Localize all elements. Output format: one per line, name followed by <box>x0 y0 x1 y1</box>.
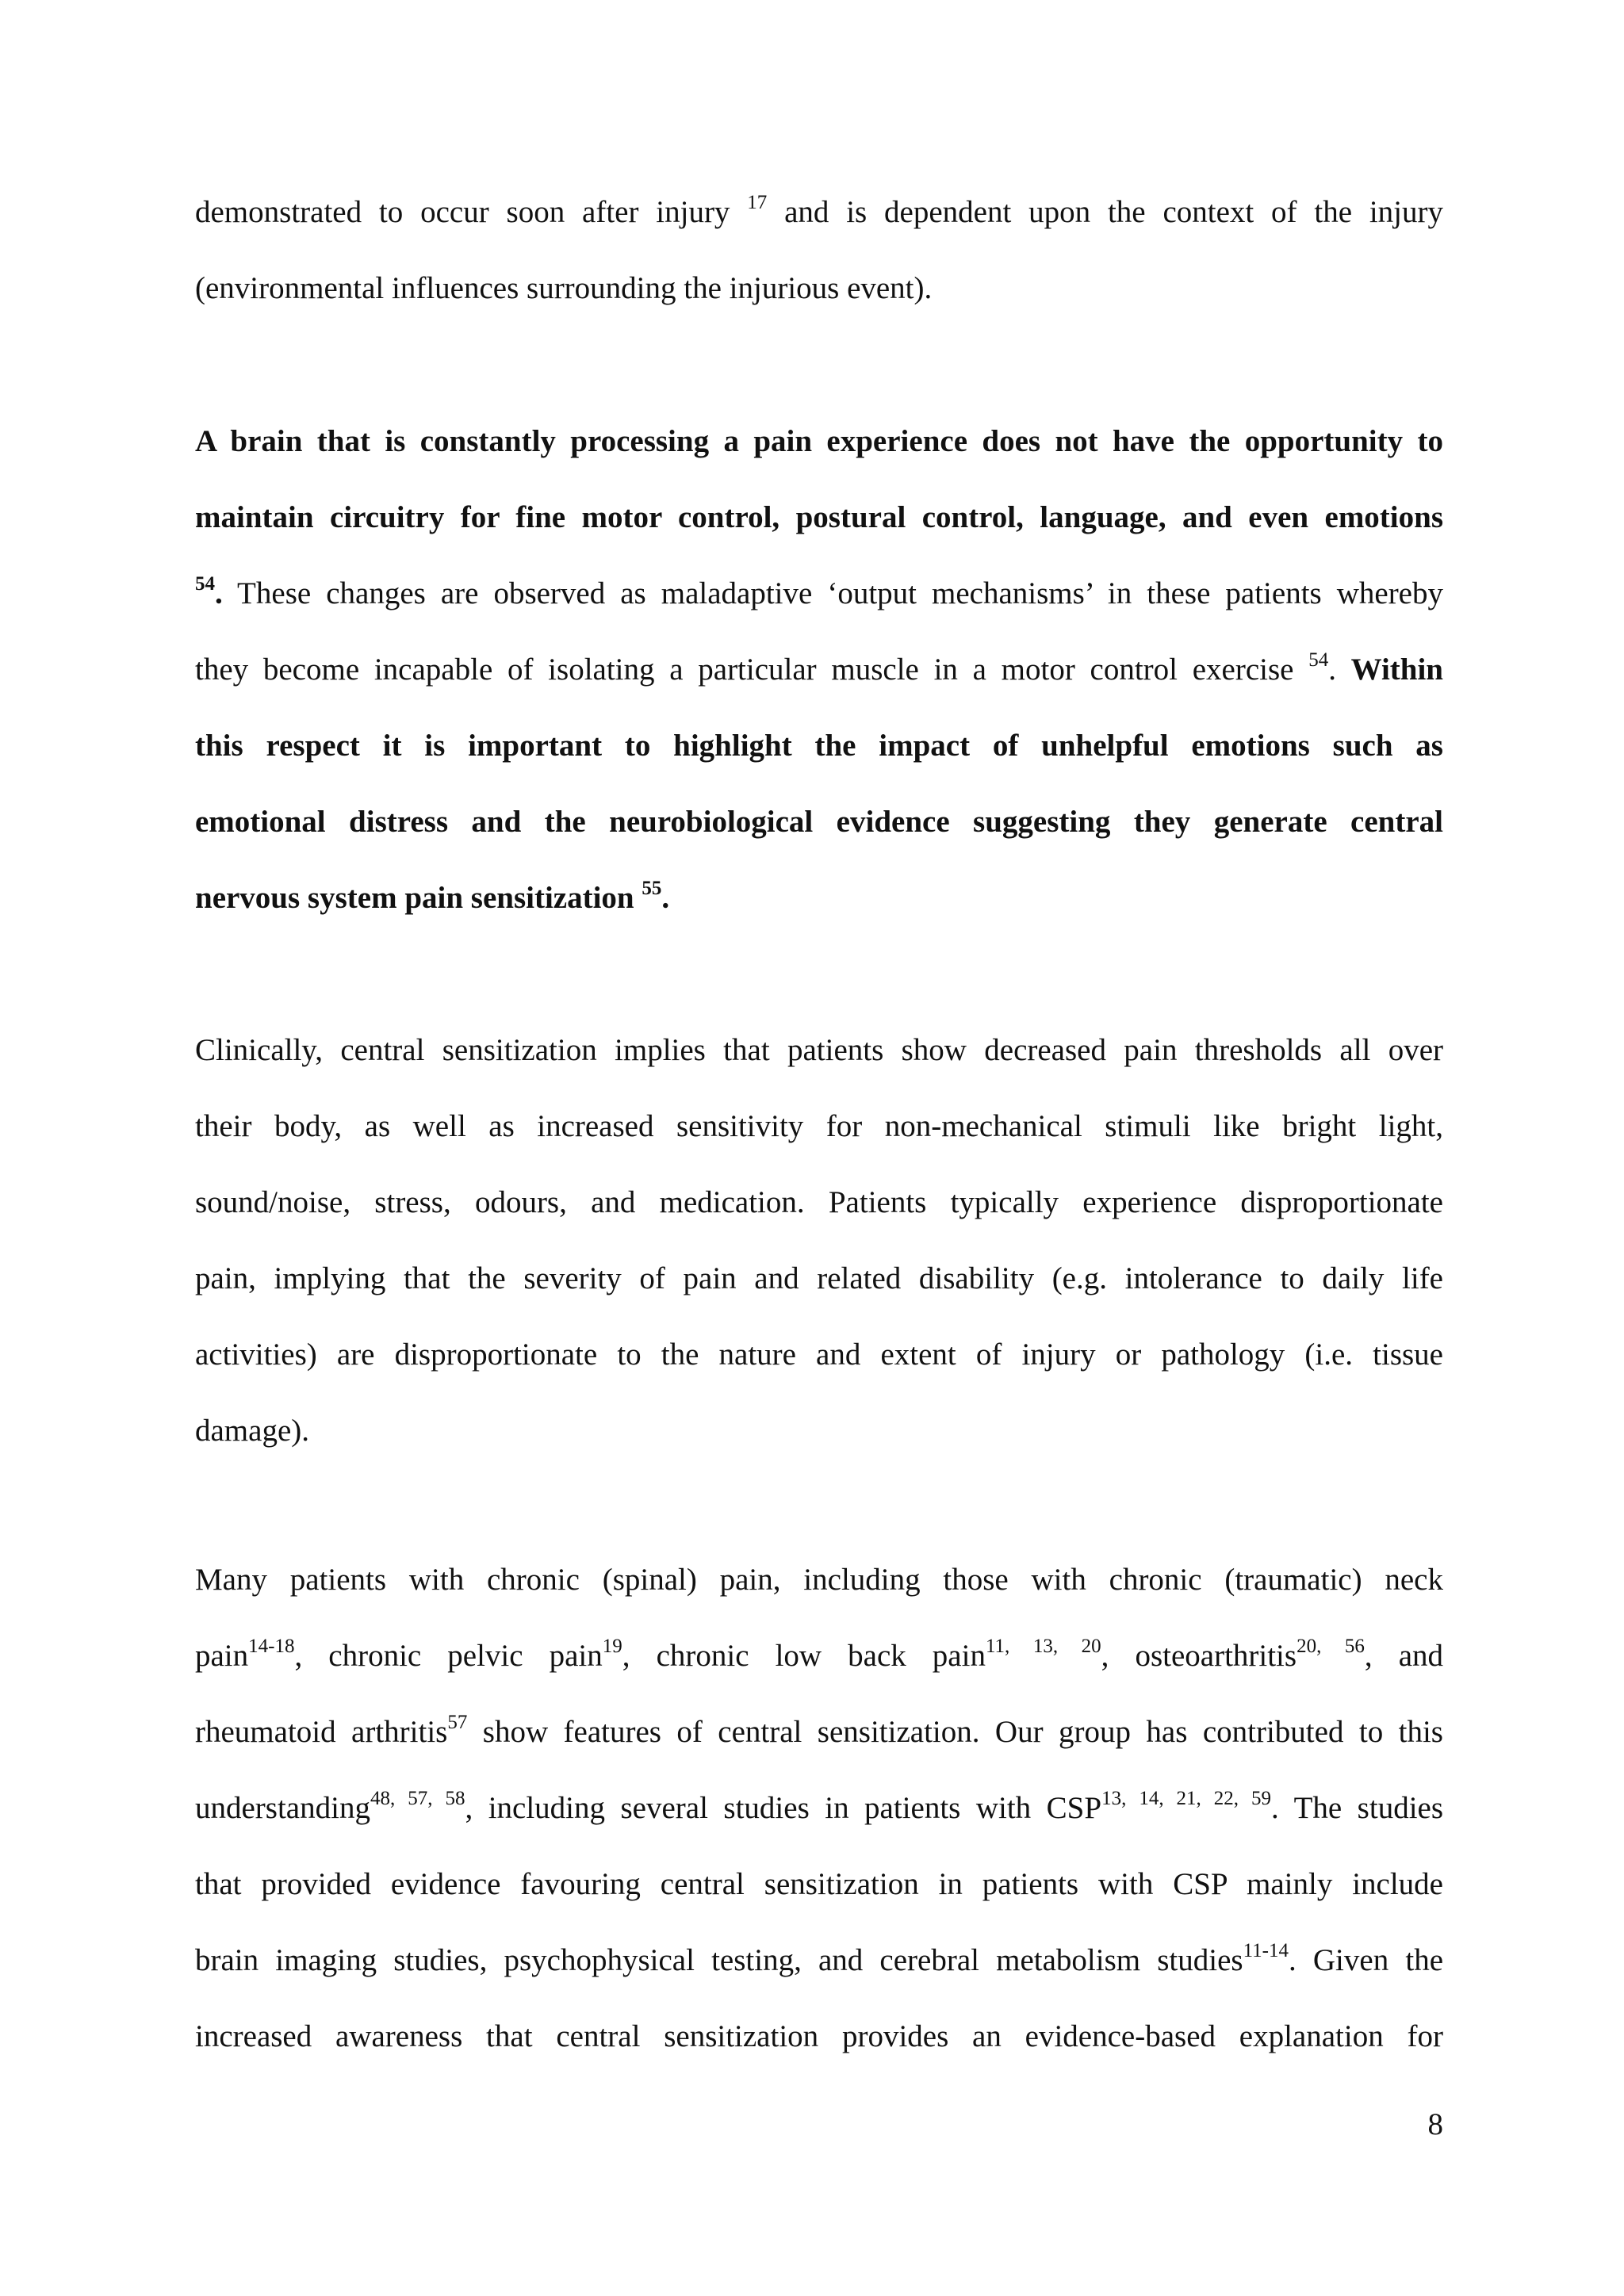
text-run: show features of central sensitization. Our group has contributed to this <box>467 1715 1443 1749</box>
text-run: pain, implying that the severity of pain and related disability (e.g. intolerance to daily life <box>195 1261 1443 1295</box>
text-line <box>195 265 1443 312</box>
text-run: , including several studies in patients with CSP <box>465 1791 1102 1825</box>
text-line <box>195 1861 1443 1908</box>
text-run: activities) are disproportionate to the nature and extent of injury or pathology (i.e. tissue <box>195 1337 1443 1372</box>
citation-superscript: 17 <box>747 192 768 213</box>
text-run: , chronic pelvic pain <box>294 1639 603 1673</box>
citation-superscript: 57 <box>447 1712 468 1733</box>
text-run: , chronic low back pain <box>622 1639 986 1673</box>
text-run: sound/noise, stress, odours, and medication. Patients typically experience disproportionate <box>195 1185 1443 1219</box>
text-line <box>195 1179 1443 1226</box>
text-run: that provided evidence favouring central sensitization in patients with CSP mainly include <box>195 1867 1443 1901</box>
bold-text-run: Within <box>1350 652 1443 687</box>
text-line <box>195 1331 1443 1379</box>
text-line <box>195 1709 1443 1756</box>
bold-text-run: maintain circuitry for fine motor control, postural control, language, and even emotions <box>195 500 1443 534</box>
citation-superscript: 13, 14, 21, 22, 59 <box>1101 1788 1272 1809</box>
bold-text-run: . <box>215 576 223 610</box>
bold-text-run: emotional distress and the neurobiological evidence suggesting they generate central <box>195 805 1443 839</box>
text-run: they become incapable of isolating a particular muscle in a motor control exercise <box>195 652 1309 687</box>
text-line <box>195 2013 1443 2061</box>
citation-superscript: 20, 56 <box>1297 1636 1365 1657</box>
text-run: . Given the <box>1289 1943 1443 1977</box>
text-line <box>195 570 1443 618</box>
text-line <box>195 1556 1443 1604</box>
text-run: pain <box>195 1639 249 1673</box>
text-line <box>195 646 1443 694</box>
bold-text-run: this respect it is important to highlight the impact of unhelpful emotions such as <box>195 729 1443 763</box>
text-run: Many patients with chronic (spinal) pain, including those with chronic (traumatic) neck <box>195 1563 1443 1597</box>
text-run: , and <box>1364 1639 1444 1673</box>
citation-superscript: 19 <box>602 1636 622 1657</box>
text-line <box>195 1103 1443 1150</box>
text-line <box>195 1632 1443 1680</box>
citation-superscript: 54 <box>195 573 215 595</box>
text-run: Clinically, central sensitization implies that patients show decreased pain thresholds all over <box>195 1033 1443 1067</box>
bold-text-run: A brain that is constantly processing a pain experience does not have the opportunity to <box>195 424 1443 458</box>
text-line <box>195 494 1443 541</box>
text-run: damage). <box>195 1414 310 1448</box>
text-line <box>195 722 1443 770</box>
text-line <box>195 1937 1443 1984</box>
bold-text-run: nervous system pain sensitization <box>195 881 642 915</box>
text-run: increased awareness that central sensitization provides an evidence-based explanation for <box>195 2019 1443 2053</box>
citation-superscript: 48, 57, 58 <box>370 1788 465 1809</box>
text-run: . <box>1328 652 1351 687</box>
text-line <box>195 798 1443 846</box>
text-run: rheumatoid arthritis <box>195 1715 448 1749</box>
text-line <box>195 1255 1443 1303</box>
text-run: . The studies <box>1271 1791 1444 1825</box>
text-line <box>195 1785 1443 1832</box>
text-line <box>195 1407 1443 1455</box>
citation-superscript: 11, 13, 20 <box>985 1636 1101 1657</box>
bold-text-run: . <box>661 881 670 915</box>
text-line <box>195 1027 1443 1074</box>
text-line <box>195 418 1443 465</box>
text-run: understanding <box>195 1791 370 1825</box>
text-run: brain imaging studies, psychophysical testing, and cerebral metabolism studies <box>195 1943 1243 1977</box>
citation-superscript: 55 <box>642 878 662 899</box>
citation-superscript: 11-14 <box>1243 1940 1289 1961</box>
citation-superscript: 14-18 <box>248 1636 295 1657</box>
text-run: (environmental influences surrounding the injurious event). <box>195 271 933 305</box>
text-run: These changes are observed as maladaptive ‘output mechanisms’ in these patients whereby <box>222 576 1443 610</box>
text-run: demonstrated to occur soon after injury <box>195 195 748 229</box>
text-line <box>195 189 1443 236</box>
text-run: and is dependent upon the context of the injury <box>767 195 1443 229</box>
text-line <box>195 874 1443 922</box>
text-run: their body, as well as increased sensitivity for non-mechanical stimuli like bright light, <box>195 1109 1443 1143</box>
citation-superscript: 54 <box>1308 649 1329 671</box>
page-number: 8 <box>1427 2107 1443 2141</box>
text-run: , osteoarthritis <box>1101 1639 1297 1673</box>
